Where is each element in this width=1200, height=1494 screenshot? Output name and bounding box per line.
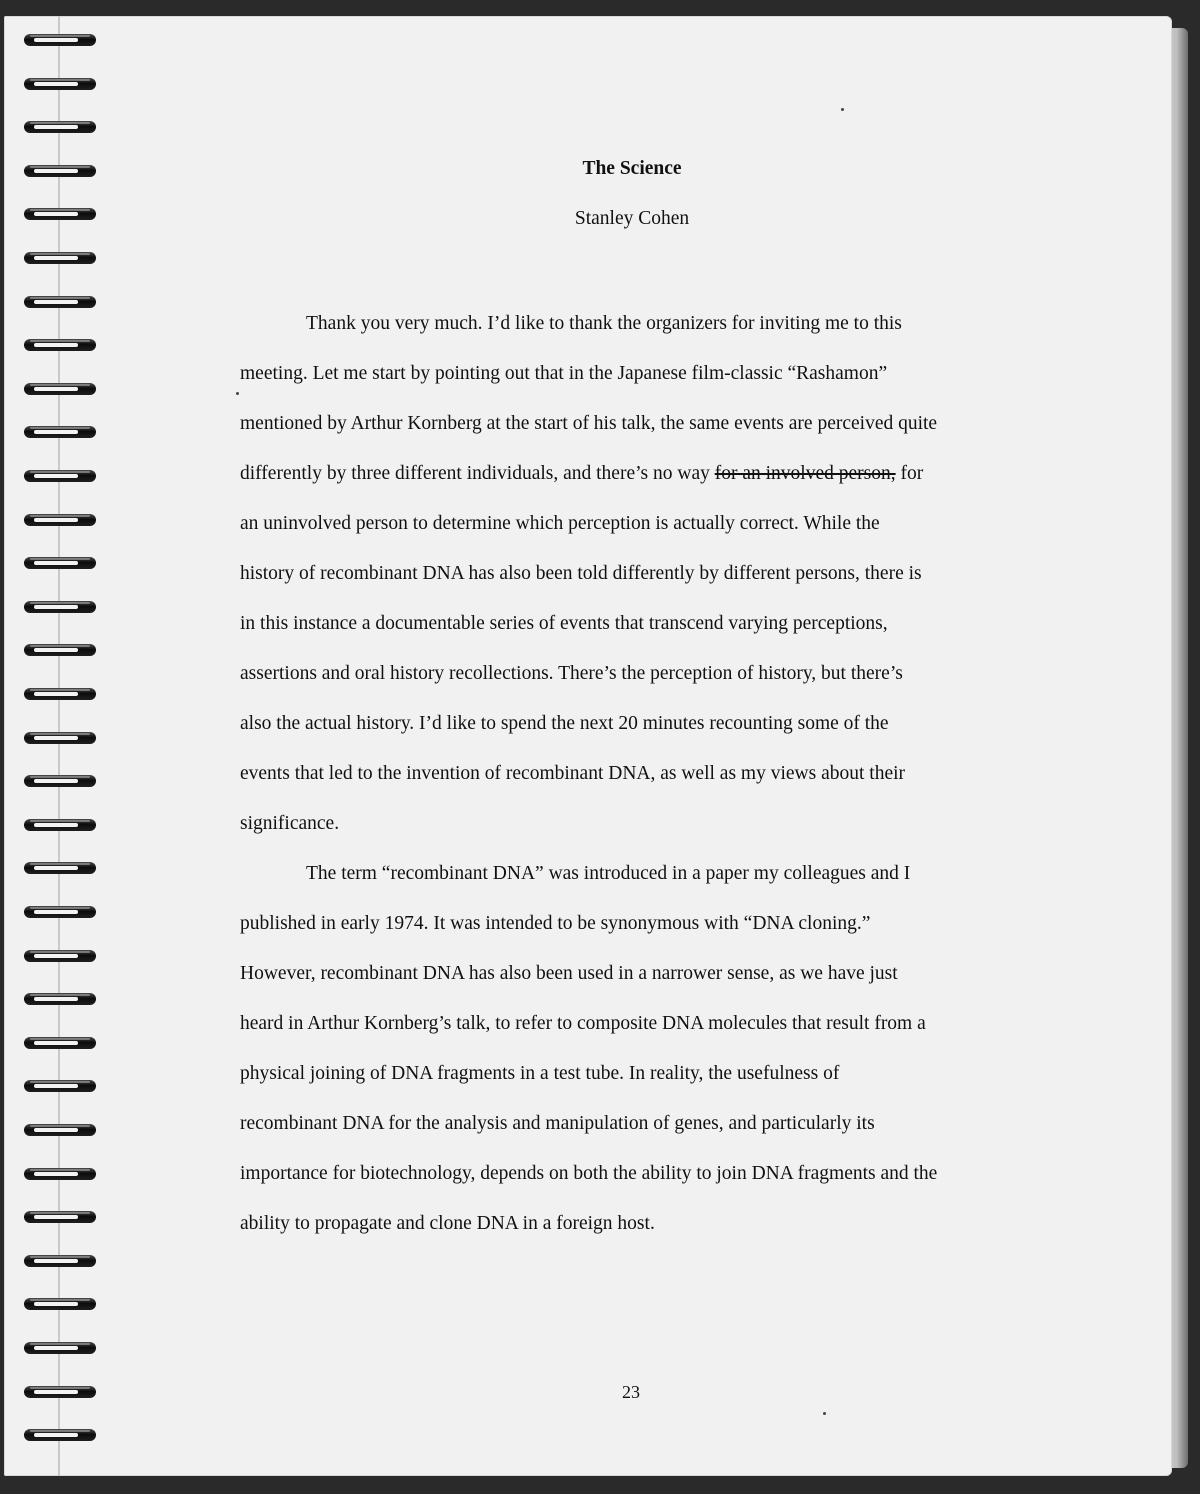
coil-hole (34, 1433, 78, 1437)
coil-shine (30, 79, 90, 81)
binding-coil (24, 553, 98, 573)
coil-shine (30, 1387, 90, 1389)
binding-coil (24, 1425, 98, 1445)
binding-coil (24, 1251, 98, 1271)
binding-coil (24, 161, 98, 181)
coil-hole (34, 212, 78, 216)
coil-hole (34, 997, 78, 1001)
struck-through-text: for an involved person, (714, 463, 896, 484)
paragraph-1-line-4 (240, 462, 923, 486)
coil-shine (30, 1038, 90, 1040)
coil-shine (30, 384, 90, 386)
coil-hole (34, 1041, 78, 1045)
document-title: The Science (582, 158, 682, 179)
coil-shine (30, 166, 90, 168)
binding-coil (24, 902, 98, 922)
coil-shine (30, 558, 90, 560)
binding-coil (24, 946, 98, 966)
paragraph-1-line-11: significance. (240, 813, 340, 834)
paragraph-2-line-8: ability to propagate and clone DNA in a foreign host. (240, 1213, 655, 1234)
paragraph-1-line-2: meeting. Let me start by pointing out that in the Japanese film-classic “Rashamon” (240, 363, 888, 384)
coil-shine (30, 994, 90, 996)
coil-shine (30, 209, 90, 211)
binding-coil (24, 1338, 98, 1358)
coil-shine (30, 1256, 90, 1258)
paragraph-2-line-4: heard in Arthur Kornberg’s talk, to refer to composite DNA molecules that result from a (240, 1013, 926, 1034)
binding-coil (24, 1033, 98, 1053)
coil-hole (34, 866, 78, 870)
coil-shine (30, 1212, 90, 1214)
coil-shine (30, 1430, 90, 1432)
coil-shine (30, 602, 90, 604)
paragraph-2-line-7: importance for biotechnology, depends on both the ability to join DNA fragments and the (240, 1163, 938, 1184)
coil-shine (30, 1081, 90, 1083)
coil-shine (30, 907, 90, 909)
binding-coil (24, 1382, 98, 1402)
binding-coil (24, 30, 98, 50)
binding-coil (24, 640, 98, 660)
paragraph-1-line-9: also the actual history. I’d like to spend the next 20 minutes recounting some of the (240, 713, 889, 734)
paragraph-2-line-1: The term “recombinant DNA” was introduced in a paper my colleagues and I (306, 863, 911, 884)
binding-coil (24, 248, 98, 268)
coil-shine (30, 645, 90, 647)
binding-coil (24, 335, 98, 355)
coil-shine (30, 820, 90, 822)
coil-hole (34, 343, 78, 347)
coil-shine (30, 863, 90, 865)
paragraph-2-line-5: physical joining of DNA fragments in a test tube. In reality, the usefulness of (240, 1063, 840, 1084)
binding-coil (24, 858, 98, 878)
coil-shine (30, 427, 90, 429)
binding-coil (24, 1120, 98, 1140)
binding-coil (24, 117, 98, 137)
coil-hole (34, 736, 78, 740)
coil-hole (34, 1084, 78, 1088)
coil-hole (34, 561, 78, 565)
coil-hole (34, 648, 78, 652)
binding-coil (24, 379, 98, 399)
binding-coil (24, 422, 98, 442)
coil-shine (30, 253, 90, 255)
coil-hole (34, 518, 78, 522)
coil-hole (34, 300, 78, 304)
paragraph-2-line-3: However, recombinant DNA has also been used in a narrower sense, as we have just (240, 963, 898, 984)
binding-coil (24, 1076, 98, 1096)
paragraph-1-line-5: an uninvolved person to determine which perception is actually correct. While the (240, 513, 880, 534)
line-4-text-start: differently by three different individuals, and there’s no way (240, 463, 715, 484)
coil-shine (30, 733, 90, 735)
binding-coil (24, 989, 98, 1009)
coil-hole (34, 605, 78, 609)
coil-hole (34, 82, 78, 86)
binding-coil (24, 74, 98, 94)
scan-speck (236, 392, 239, 395)
spiral-binding (24, 30, 104, 1470)
coil-shine (30, 1343, 90, 1345)
document-page (4, 16, 1172, 1476)
paragraph-1-line-8: assertions and oral history recollections. There’s the perception of history, but there’s (240, 663, 903, 684)
coil-shine (30, 471, 90, 473)
coil-hole (34, 38, 78, 42)
coil-hole (34, 169, 78, 173)
coil-shine (30, 1125, 90, 1127)
coil-shine (30, 776, 90, 778)
coil-shine (30, 1299, 90, 1301)
paragraph-1-line-1: Thank you very much. I’d like to thank the organizers for inviting me to this (306, 313, 902, 334)
binding-coil (24, 684, 98, 704)
coil-hole (34, 823, 78, 827)
binding-coil (24, 1294, 98, 1314)
paragraph-1-line-10: events that led to the invention of recombinant DNA, as well as my views about their (240, 763, 906, 784)
coil-shine (30, 689, 90, 691)
coil-hole (34, 430, 78, 434)
binding-coil (24, 1207, 98, 1227)
coil-hole (34, 1128, 78, 1132)
page-number: 23 (622, 1382, 640, 1402)
coil-shine (30, 951, 90, 953)
coil-hole (34, 1346, 78, 1350)
binding-coil (24, 1164, 98, 1184)
coil-shine (30, 35, 90, 37)
binding-coil (24, 815, 98, 835)
coil-hole (34, 954, 78, 958)
coil-hole (34, 1302, 78, 1306)
binding-coil (24, 466, 98, 486)
paragraph-1-line-3: mentioned by Arthur Kornberg at the start of his talk, the same events are perceived quite (240, 413, 938, 434)
coil-hole (34, 1259, 78, 1263)
document-author: Stanley Cohen (574, 208, 690, 229)
coil-hole (34, 256, 78, 260)
binding-coil (24, 728, 98, 748)
coil-shine (30, 122, 90, 124)
binding-coil (24, 597, 98, 617)
coil-shine (30, 1169, 90, 1171)
coil-hole (34, 692, 78, 696)
binding-coil (24, 292, 98, 312)
paragraph-1-line-7: in this instance a documentable series of events that transcend varying perceptions, (240, 613, 888, 634)
coil-shine (30, 515, 90, 517)
binding-coil (24, 510, 98, 530)
binding-coil (24, 204, 98, 224)
scan-speck (823, 1412, 826, 1415)
coil-hole (34, 910, 78, 914)
coil-hole (34, 1215, 78, 1219)
coil-hole (34, 387, 78, 391)
coil-hole (34, 1390, 78, 1394)
coil-hole (34, 125, 78, 129)
line-4-text-end: for (895, 463, 924, 484)
paragraph-1-line-6: history of recombinant DNA has also been told differently by different persons, there is (240, 563, 922, 584)
paragraph-2-line-6: recombinant DNA for the analysis and manipulation of genes, and particularly its (240, 1113, 875, 1134)
coil-hole (34, 474, 78, 478)
coil-hole (34, 779, 78, 783)
coil-shine (30, 340, 90, 342)
coil-hole (34, 1172, 78, 1176)
coil-shine (30, 297, 90, 299)
binding-coil (24, 771, 98, 791)
scan-speck (841, 108, 844, 111)
paragraph-2-line-2: published in early 1974. It was intended to be synonymous with “DNA cloning.” (240, 913, 871, 934)
